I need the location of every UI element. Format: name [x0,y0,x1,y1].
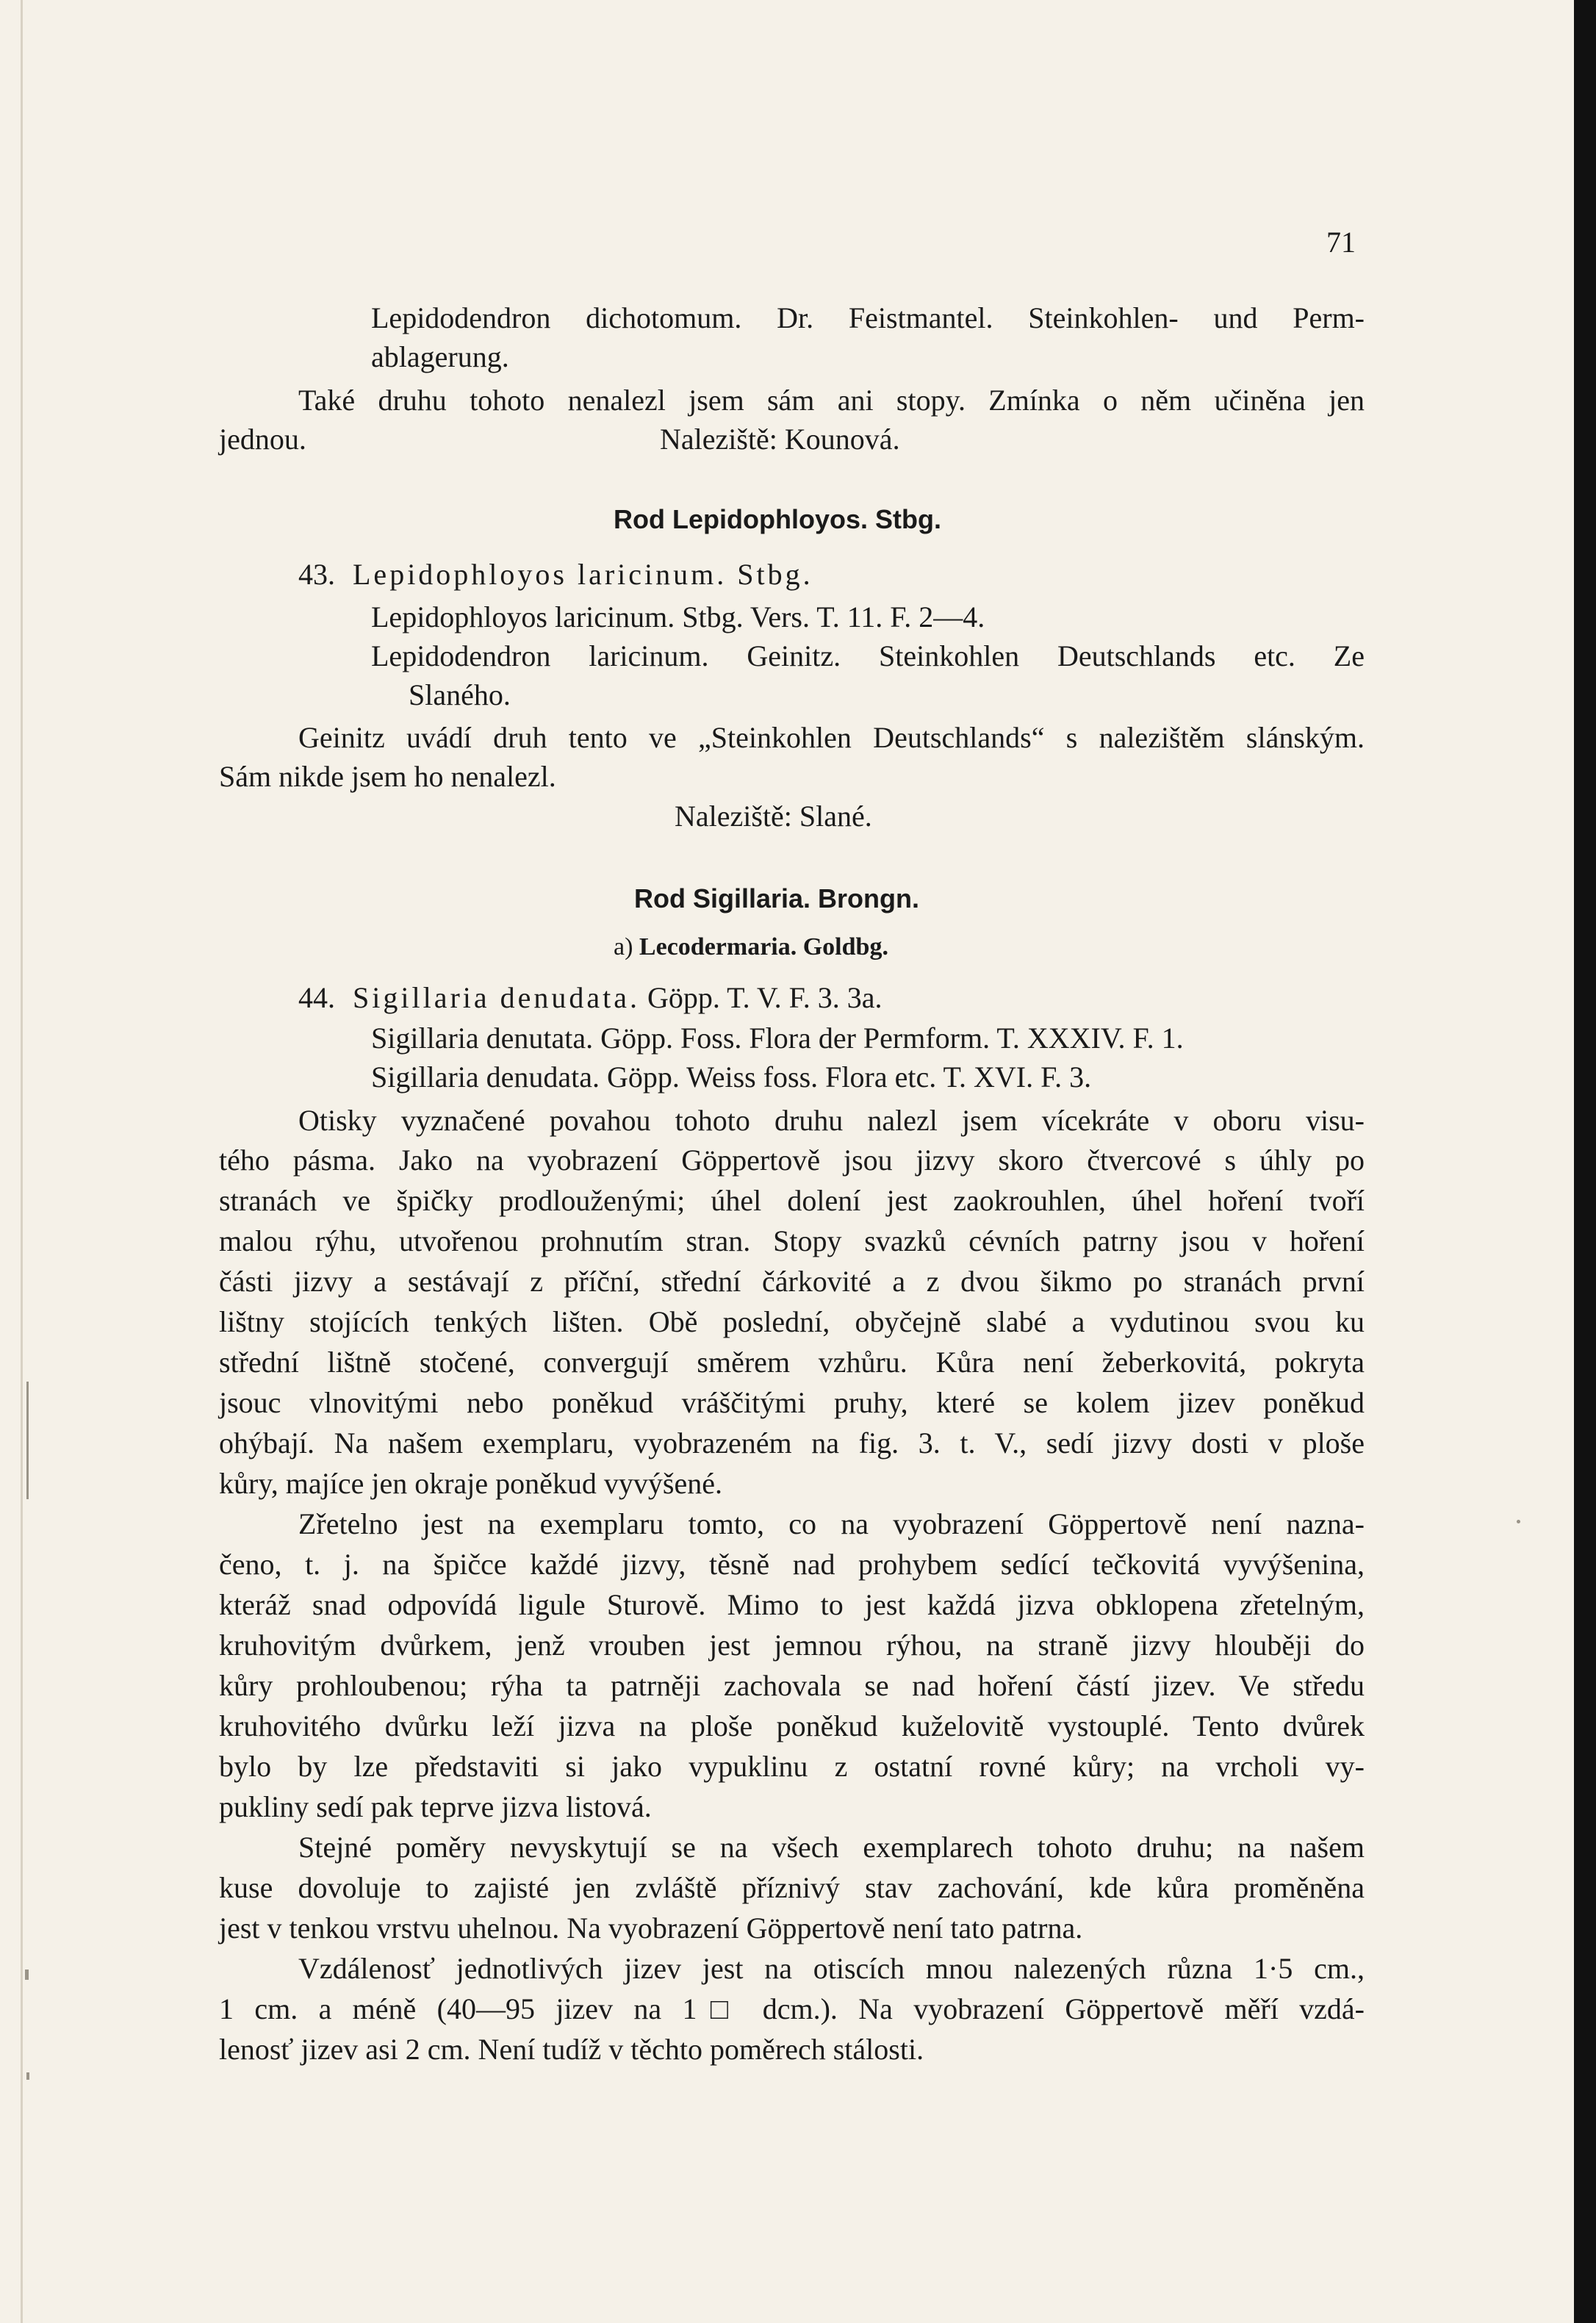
paragraph-line: Otisky vyznačené povahou tohoto druhu nalezl jsem vícekráte v oboru visu- [298,1104,1365,1137]
paragraph-line: lenosť jizev asi 2 cm. Není tudíž v těchto poměrech stálosti. [219,2033,924,2066]
text-line: Geinitz uvádí druh tento ve „Steinkohlen Deutschlands“ s nalezištěm slánským. [298,721,1365,754]
text-line: Lepidodendron dichotomum. Dr. Feistmantel. Steinkohlen- und Perm- [371,301,1365,334]
page-number: 71 [1326,226,1356,259]
paragraph-line: části jizvy a sestávají z příční, střední čárkovité a z dvou šikmo po stranách první [219,1265,1365,1298]
paragraph-line: Stejné poměry nevyskytují se na všech exemplarech tohoto druhu; na našem [298,1831,1365,1864]
paragraph-line: Vzdálenosť jednotlivých jizev jest na otiscích mnou nalezených různa 1·5 cm., [298,1952,1365,1985]
paragraph-line: tého pásma. Jako na vyobrazení Göppertově jsou jizvy skoro čtvercové s úhly po [219,1143,1365,1177]
text-line: jednou. [219,423,306,456]
text-line: Sám nikde jsem ho nenalezl. [219,760,556,793]
locality-line: Naleziště: Slané. [675,800,872,833]
species-entry [353,980,882,1016]
genus-heading: Rod Sigillaria. Brongn. [634,883,920,913]
paragraph-line: kteráž snad odpovídá ligule Sturově. Mimo to jest každá jizva obklopena zřetelným, [219,1588,1365,1621]
scan-artifact [25,1970,29,1980]
genus-heading: Rod Lepidophloyos. Stbg. [614,504,941,534]
paragraph-line: kruhovitým dvůrkem, jenž vrouben jest jemnou rýhou, na straně jizvy hlouběji do [219,1629,1365,1662]
synonym-line: Sigillaria denutata. Göpp. Foss. Flora der Permform. T. XXXIV. F. 1. [371,1022,1184,1055]
species-reference: Göpp. T. V. F. 3. 3a. [647,981,883,1014]
subgroup-title: Lecodermaria. Goldbg. [639,933,888,961]
synonym-line: Lepidophloyos laricinum. Stbg. Vers. T. 11. F. 2—4. [371,600,985,633]
paragraph-line: lištny stojících tenkých lišten. Obě poslední, obyčejně slabé a vydutinou svou ku [219,1305,1365,1338]
species-name: Lepidophloyos laricinum. Stbg. [353,558,813,591]
entry-number: 43. [298,558,335,591]
locality-line: Naleziště: Kounová. [660,423,900,456]
scan-artifact [1517,1520,1520,1523]
scan-border [1574,0,1596,2323]
subgroup-letter: a) [614,933,633,961]
entry-number: 44. [298,981,335,1014]
paragraph-line: střední lištně stočené, convergují směrem vzhůru. Kůra není žeberkovitá, pokryta [219,1346,1365,1379]
paragraph-line: kruhovitého dvůrku leží jizva na ploše poněkud kuželovitě vystouplé. Tento dvůrek [219,1709,1365,1742]
paragraph-line: 1 cm. a méně (40—95 jizev na 1□ dcm.). Na vyobrazení Göppertově měří vzdá- [219,1992,1365,2025]
synonym-line: Slaného. [409,678,511,711]
paragraph-line: stranách ve špičky prodlouženými; úhel dolení jest zaokrouhlen, úhel hoření tvoří [219,1184,1365,1217]
synonym-line: Sigillaria denudata. Göpp. Weiss foss. Flora etc. T. XVI. F. 3. [371,1060,1092,1094]
page-edge-line [21,0,23,2323]
text-line: ablagerung. [371,340,509,373]
paragraph-line: kůry, majíce jen okraje poněkud vyvýšené. [219,1467,722,1500]
paragraph-line: čeno, t. j. na špičce každé jizvy, těsně nad prohybem sedící tečkovitá vyvýšenina, [219,1548,1365,1581]
paragraph-line: jsouc vlnovitými nebo poněkud vráščitými pruhy, které se kolem jizev poněkud [219,1386,1365,1419]
paragraph-line: pukliny sedí pak teprve jizva listová. [219,1790,652,1823]
species-name: Sigillaria denudata. [353,981,641,1014]
scan-artifact [26,1382,29,1499]
paragraph-line: jest v tenkou vrstvu uhelnou. Na vyobrazení Göppertově není tato patrna. [219,1911,1083,1945]
paragraph-line: kuse dovoluje to zajisté jen zvláště příznivý stav zachování, kde kůra proměněna [219,1871,1365,1904]
paragraph-line: ohýbají. Na našem exemplaru, vyobrazeném na fig. 3. t. V., sedí jizvy dosti v ploše [219,1426,1365,1459]
text-line: Také druhu tohoto nenalezl jsem sám ani stopy. Zmínka o něm učiněna jen [298,384,1365,417]
paragraph-line: malou rýhu, utvořenou prohnutím stran. Stopy svazků cévních patrny jsou v hoření [219,1224,1365,1257]
paragraph-line: bylo by lze představiti si jako vypuklinu z ostatní rovné kůry; na vrcholi vy- [219,1750,1365,1783]
scan-artifact [26,2072,29,2080]
paragraph-line: Zřetelno jest na exemplaru tomto, co na vyobrazení Göppertově není nazna- [298,1507,1365,1540]
synonym-line: Lepidodendron laricinum. Geinitz. Steinkohlen Deutschlands etc. Ze [371,639,1365,672]
paragraph-line: kůry prohloubenou; rýha ta patrněji zachovala se nad hoření částí jizev. Ve středu [219,1669,1365,1702]
subgroup-heading [614,929,888,966]
